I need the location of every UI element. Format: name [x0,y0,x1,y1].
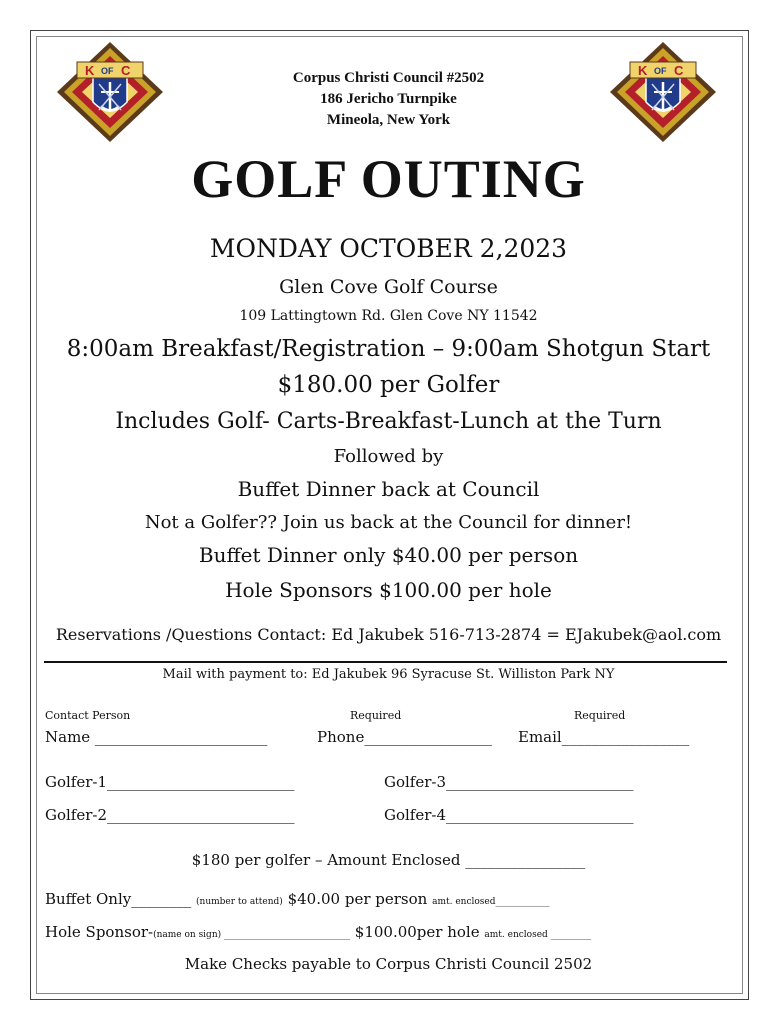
golfer-1-field[interactable]: Golfer-1_________________________ [45,773,295,791]
golfer-2-field[interactable]: Golfer-2_________________________ [45,806,295,824]
page-title: GOLF OUTING [191,149,586,209]
buffet-only-field[interactable] [45,890,550,908]
mail-text: Mail with payment to: Ed Jakubek 96 Syracuse St. Williston Park NY [162,667,615,682]
sponsor-price: $100.00per hole [354,923,480,941]
buffet-price: $40.00 per person [287,890,428,908]
buffet-only-label: Buffet Only________ [45,890,192,908]
council-name: Corpus Christi Council #2502 [292,70,485,86]
logo-c: C [121,63,131,78]
council-street: 186 Jericho Turnpike [320,91,457,107]
checks-payable-text: Make Checks payable to Corpus Christi Council 2502 [184,955,593,973]
event-date: MONDAY OCTOBER 2,2023 [209,234,568,263]
logo-c: C [674,63,684,78]
venue-name: Glen Cove Golf Course [279,276,498,298]
amount-enclosed-field[interactable]: $180 per golfer – Amount Enclosed ________________ [191,851,586,869]
divider-line [44,661,727,663]
logo-of: OF [101,66,114,76]
hole-sponsor-text: Hole Sponsors $100.00 per hole [225,578,552,602]
golfer-3-field[interactable]: Golfer-3_________________________ [384,773,634,791]
logo-k: K [85,63,95,78]
venue-address: 109 Lattingtown Rd. Glen Cove NY 11542 [239,308,538,324]
golfer-4-field[interactable]: Golfer-4_________________________ [384,806,634,824]
non-golfer-text: Not a Golfer?? Join us back at the Council for dinner! [144,512,633,533]
email-required-label: Required [574,709,626,722]
phone-required-label: Required [350,709,402,722]
contact-person-label: Contact Person [45,709,131,722]
dinner-text: Buffet Dinner back at Council [237,477,540,501]
name-field[interactable]: Name _______________________ [45,728,268,746]
includes-text: Includes Golf- Carts-Breakfast-Lunch at the Turn [115,409,662,434]
logo-k: K [638,63,648,78]
council-city: Mineola, New York [326,112,451,128]
golfer-price: $180.00 per Golfer [277,372,500,398]
hole-sponsor-label: Hole Sponsor- [45,923,154,941]
sponsor-name-field[interactable]: (name on sign) ____________________________ [153,930,350,940]
buffet-amount-field[interactable]: amt. enclosed____________ [432,897,550,907]
buffet-note: (number to attend) [196,897,283,907]
sponsor-amount-field[interactable]: amt. enclosed _________ [484,930,592,940]
schedule-text: 8:00am Breakfast/Registration – 9:00am Shotgun Start [66,336,711,362]
dinner-price-text: Buffet Dinner only $40.00 per person [198,543,579,567]
logo-of: OF [654,66,667,76]
email-field[interactable]: Email_________________ [518,728,690,746]
followed-by-text: Followed by [333,446,444,467]
hole-sponsor-field[interactable] [45,923,591,941]
phone-field[interactable]: Phone_________________ [317,728,492,746]
contact-text: Reservations /Questions Contact: Ed Jakubek 516-713-2874 = EJakubek@aol.com [55,625,722,644]
